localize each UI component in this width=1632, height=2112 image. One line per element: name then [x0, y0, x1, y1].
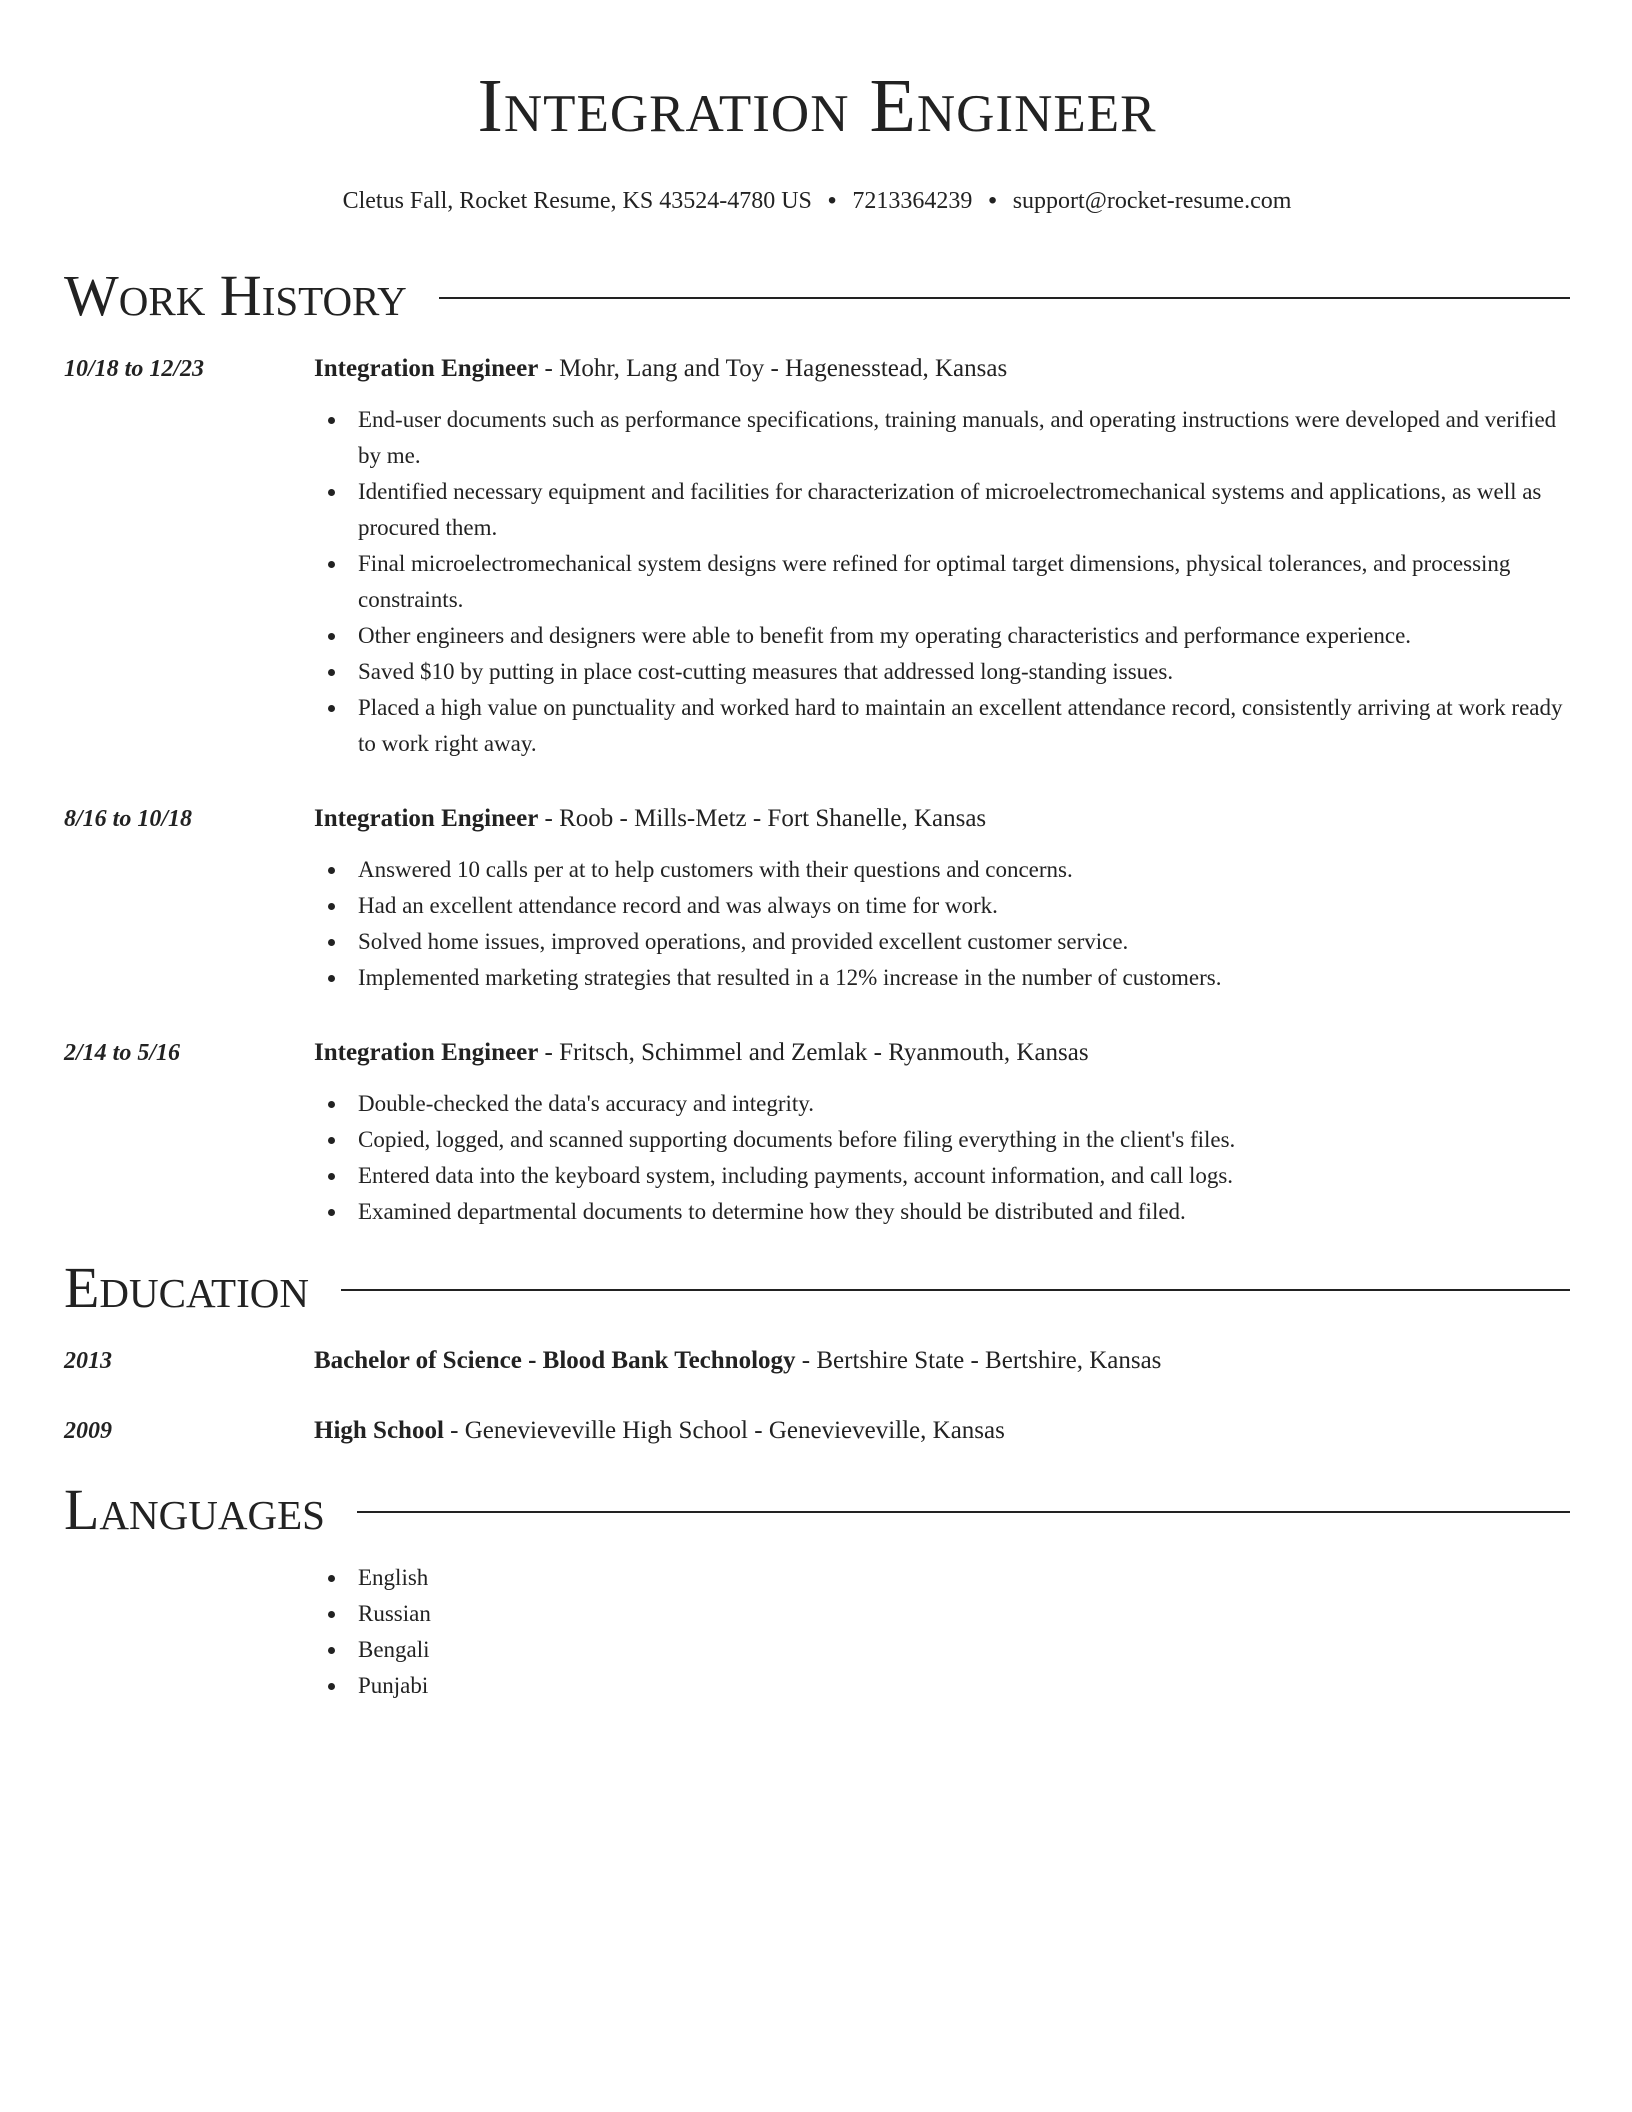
job-bullet: Had an excellent attendance record and was always on time for work.: [314, 888, 1570, 924]
education-heading-line: [314, 1344, 1570, 1378]
language-item: English: [314, 1560, 1570, 1596]
job-bullet: Implemented marketing strategies that resulted in a 12% increase in the number of customers.: [314, 960, 1570, 996]
languages-entry: [64, 1560, 1570, 1704]
education-entry: [64, 1344, 1570, 1378]
work-history-section-header: [64, 264, 1570, 328]
job-bullets: [314, 852, 1570, 996]
job-bullet: Entered data into the keyboard system, including payments, account information, and call logs.: [314, 1158, 1570, 1194]
job-title: Integration Engineer: [314, 805, 539, 832]
job-bullet: Solved home issues, improved operations, and provided excellent customer service.: [314, 924, 1570, 960]
languages-heading: Languages: [64, 1477, 325, 1542]
job-bullets: [314, 1086, 1570, 1230]
education-section-header: [64, 1256, 1570, 1320]
education-details: - Bertshire State - Bertshire, Kansas: [795, 1347, 1162, 1374]
resume-title: Integration Engineer: [477, 64, 1157, 148]
job-heading: [314, 802, 1570, 836]
education-body: [314, 1414, 1570, 1448]
job-bullet: End-user documents such as performance specifications, training manuals, and operating instructions were developed and verified by me.: [314, 402, 1570, 474]
job-bullet: Placed a high value on punctuality and worked hard to maintain an excellent attendance record, consistently arriving at work ready to work right away.: [314, 690, 1570, 762]
job-title: Integration Engineer: [314, 1039, 539, 1066]
job-bullet: Double-checked the data's accuracy and integrity.: [314, 1086, 1570, 1122]
job-bullet: Other engineers and designers were able to benefit from my operating characteristics and performance experience.: [314, 618, 1570, 654]
education-body: [314, 1344, 1570, 1378]
language-item: Russian: [314, 1596, 1570, 1632]
contact-email: support@rocket-resume.com: [1012, 188, 1292, 214]
languages-list: [314, 1560, 1570, 1704]
languages-spacer: [64, 1560, 314, 1704]
education-year: 2013: [64, 1348, 112, 1374]
job-bullet: Examined departmental documents to determine how they should be distributed and filed.: [314, 1194, 1570, 1230]
job-details: - Fritsch, Schimmel and Zemlak - Ryanmouth, Kansas: [538, 1039, 1089, 1066]
language-item: Bengali: [314, 1632, 1570, 1668]
education-entry: [64, 1414, 1570, 1448]
job-entry: [64, 1036, 1570, 1230]
contact-separator: •: [988, 187, 997, 214]
job-entry: [64, 352, 1570, 762]
job-bullet: Saved $10 by putting in place cost-cutting measures that addressed long-standing issues.: [314, 654, 1570, 690]
work-history-heading: Work History: [64, 263, 407, 328]
language-item: Punjabi: [314, 1668, 1570, 1704]
job-body: [314, 352, 1570, 762]
job-body: [314, 802, 1570, 996]
job-title: Integration Engineer: [314, 355, 539, 382]
contact-line: [64, 184, 1570, 218]
languages-body: [314, 1560, 1570, 1704]
job-details: - Mohr, Lang and Toy - Hagenesstead, Kansas: [538, 355, 1008, 382]
job-entry: [64, 802, 1570, 996]
job-heading: [314, 352, 1570, 386]
education-degree: Bachelor of Science - Blood Bank Technology: [314, 1347, 796, 1374]
job-body: [314, 1036, 1570, 1230]
languages-section-header: [64, 1478, 1570, 1542]
job-bullet: Final microelectromechanical system designs were refined for optimal target dimensions, physical tolerances, and processing constraints.: [314, 546, 1570, 618]
job-dates: 8/16 to 10/18: [64, 806, 193, 832]
education-details: - Genevieveville High School - Genevieveville, Kansas: [443, 1417, 1005, 1444]
job-bullets: [314, 402, 1570, 762]
education-heading-line: [314, 1414, 1570, 1448]
contact-address: Cletus Fall, Rocket Resume, KS 43524-4780 US: [342, 188, 812, 214]
education-year: 2009: [64, 1418, 112, 1444]
education-heading: Education: [64, 1255, 309, 1320]
job-heading: [314, 1036, 1570, 1070]
section-divider: [357, 1511, 1570, 1513]
resume-page: [64, 0, 1570, 1704]
section-divider: [439, 297, 1570, 299]
job-details: - Roob - Mills-Metz - Fort Shanelle, Kansas: [538, 805, 987, 832]
contact-separator: •: [827, 187, 837, 214]
education-degree: High School: [314, 1417, 444, 1444]
job-bullet: Copied, logged, and scanned supporting documents before filing everything in the client's files.: [314, 1122, 1570, 1158]
job-dates: 10/18 to 12/23: [64, 356, 205, 382]
job-dates: 2/14 to 5/16: [64, 1040, 181, 1066]
section-divider: [341, 1289, 1570, 1291]
contact-phone: 7213364239: [852, 188, 973, 214]
job-bullet: Answered 10 calls per at to help customers with their questions and concerns.: [314, 852, 1570, 888]
job-bullet: Identified necessary equipment and facilities for characterization of microelectromechanical systems and applications, as well as procured them.: [314, 474, 1570, 546]
